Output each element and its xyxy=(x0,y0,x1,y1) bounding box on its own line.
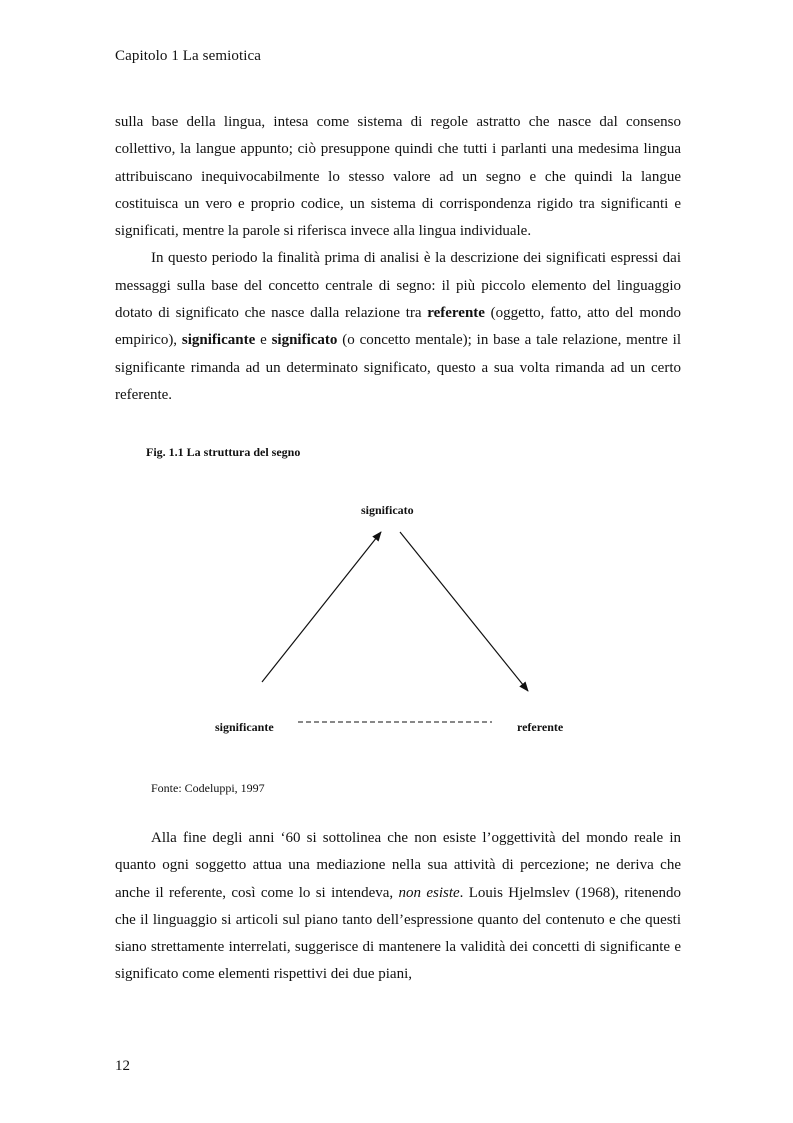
arrow-significato-to-referente xyxy=(400,532,528,691)
term-significante: significante xyxy=(181,332,256,349)
paragraph-1: sulla base della lingua, intesa come sistema di regole astratto che nasce dal consenso collettivo, la langue appunto; ciò presuppone quindi che tutti i parlanti una medesima lingua attribuiscano inequivocabilmente lo stesso valore ad un segno e che quindi la langue costituisca un vero e proprio codice, un sistema di corrispondenza rigido tra significanti e significati, mentre la parole si riferisca invece alla lingua individuale. xyxy=(115,114,681,240)
paragraph-3-text-a: Alla fine degli anni ‘60 si sottolinea che non esiste l’oggettività del mondo reale in quanto ogni soggetto attua una mediazione nella sua attività di percezione; ne deriva che anche il referente, così come lo si intendeva, xyxy=(115,830,681,901)
page-number: 12 xyxy=(115,1058,130,1074)
figure-caption: Fig. 1.1 La struttura del segno xyxy=(146,445,301,459)
figure-source: Fonte: Codeluppi, 1997 xyxy=(151,781,265,795)
label-significante: significante xyxy=(215,720,274,734)
paragraph-2-text-b: (oggetto, fatto, atto del mondo empirico), xyxy=(115,305,681,349)
text-block-bottom xyxy=(115,825,681,989)
paragraph-2-text-d: (o concetto mentale); in base a tale relazione, mentre il significante rimanda ad un determinato significato, questo a sua volta rimanda ad un certo referente. xyxy=(115,332,681,403)
term-referente: referente xyxy=(427,305,485,322)
running-header: Capitolo 1 La semiotica xyxy=(115,48,262,64)
label-referente: referente xyxy=(517,720,564,734)
arrow-significante-to-significato xyxy=(262,532,381,682)
paragraph-2-text-c: e xyxy=(255,332,272,349)
term-significato: significato xyxy=(271,332,338,349)
label-significato: significato xyxy=(361,503,414,517)
term-non-esiste: non esiste xyxy=(398,884,460,901)
paragraph-3-text-b: . Louis Hjelmslev (1968), ritenendo che il linguaggio si articoli sul piano tanto dell’espressione quanto del contenuto e che questi siano strettamente interrelati, suggerisce di mantenere la validità dei concetti di significante e significato come elementi rispettivi dei due piani, xyxy=(115,884,681,983)
paragraph-3 xyxy=(115,825,681,989)
paragraph-2-text-a: In questo periodo la finalità prima di analisi è la descrizione dei significati espressi dai messaggi sulla base del concetto centrale di segno: il più piccolo elemento del linguaggio dotato di significato che nasce dalla relazione tra xyxy=(115,250,681,322)
